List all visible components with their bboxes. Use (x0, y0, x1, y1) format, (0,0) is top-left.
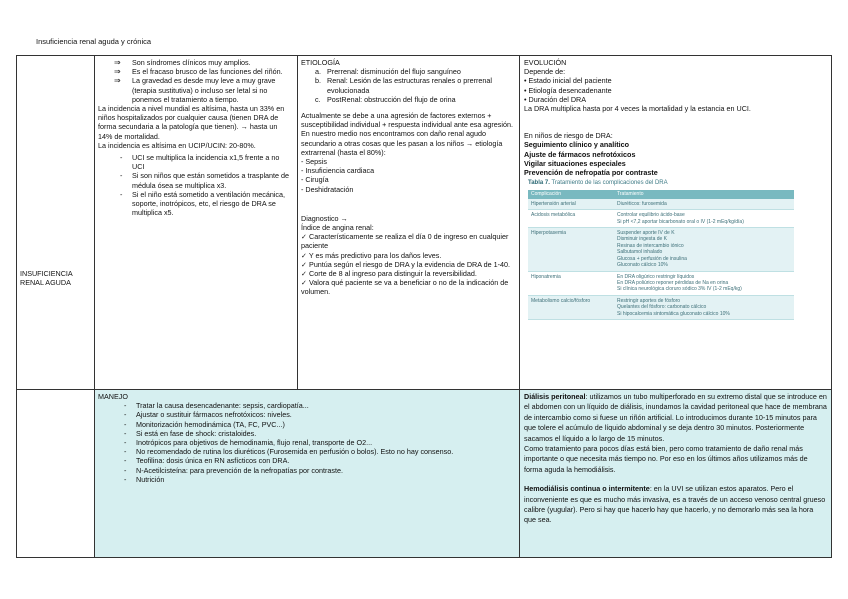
table-header: Tratamiento (614, 190, 794, 198)
table-row: Acidosis metabólica Controlar equilibrio ácido-base Si pH <7,2 aportar bicarbonato oral o IV (1-2 mEq/kg/día) (528, 210, 794, 228)
hemodialysis-text: Hemodiálisis continua o intermitente: en la UVI se utilizan estos aparatos. Pero el inconveniente es que es mucho más invasiva, es a través de un acceso venoso central grueso calibre (yugular). Pero si hay que hacerlo hay que hacerlo, y no demorarlo más sea la hora que sea. (524, 484, 826, 525)
list-item: ✓ Valora qué paciente se va a beneficiar o no de la indicación de volumen. (301, 278, 509, 297)
list-item: ✓ Corte de 8 al ingreso para distinguir la reversibilidad. (301, 269, 477, 279)
ucip-paragraph: La incidencia es altísima en UCIP/UCIN: 20-80%. (98, 140, 256, 150)
diagnosis-heading: Diagnostico → (301, 213, 348, 223)
row-label-cell-bottom (16, 389, 95, 558)
list-item: b. Renal: Lesión de las estructuras renales o prerrenal evolucionada (315, 76, 493, 95)
evolution-cell (519, 55, 832, 390)
list-item: - Insuficiencia cardiaca (301, 166, 375, 176)
etiology-list (301, 67, 515, 104)
table-row: Metabolismo calcio/fósforo Restringir aportes de fósforo Quelantes del fósforo: carbonato cálcico Si hipocalcemia sintomática gluconato cálcico 10% (528, 295, 794, 319)
list-item: - Ajustar o sustituir fármacos nefrotóxicos: niveles. (136, 410, 515, 419)
list-item: - Teofilina: dosis única en RN asfícticos con DRA. (136, 456, 515, 465)
list-item: c. PostRenal: obstrucción del flujo de orina (315, 94, 456, 104)
list-item: - Si el niño está sometido a ventilación mecánica, soporte, inotrópicos, etc, el riesgo de DRA se multiplica x5. (132, 190, 291, 218)
diagnosis-subheading: Índice de angina renal: (301, 223, 374, 233)
mortality-text: La DRA multiplica hasta por 4 veces la mortalidad y la estancia en UCI. (524, 104, 751, 114)
row-label-cell (16, 55, 95, 390)
list-item: - Si está en fase de shock: cristaloides. (136, 429, 515, 438)
list-item: - Si son niños que están sometidos a trasplante de médula ósea se multiplica x3. (132, 171, 291, 189)
management-list (98, 401, 515, 484)
definition-list (98, 58, 291, 104)
list-item: ⇒ Es el fracaso brusco de las funciones del riñón. (132, 67, 291, 76)
list-item: - N-Acetilcisteína: para prevención de la nefropatías por contraste. (136, 466, 515, 475)
list-item: Vigilar situaciones especiales (524, 158, 626, 168)
table-row: Hiperpotasemia Suspender aporte IV de K Disminuir ingesta de K Resinas de intercambio iónico Salbutamol inhalado Glucosa + perfusión de insulina Gluconato cálcico 10% (528, 228, 794, 271)
depends-label: Depende de: (524, 67, 566, 77)
etiology-paragraph: Actualmente se debe a una agresión de factores externos + susceptibilidad individual + respuesta individual ante esa agresión. (301, 111, 513, 130)
complications-table (528, 190, 794, 320)
list-item: - UCI se multiplica la incidencia x1,5 frente a no UCI (132, 153, 291, 171)
list-item: - Monitorización hemodinámica (TA, FC, PVC...) (136, 420, 515, 429)
list-item: ⇒ Son síndromes clínicos muy amplios. (132, 58, 291, 67)
list-item: - No recomendado de rutina los diuréticos (Furosemida en perfusión o bolos). Esto no hay consenso. (136, 447, 515, 456)
list-item: - Deshidratación (301, 184, 354, 194)
etiology-heading: ETIOLOGÍA (301, 58, 340, 67)
list-item: ✓ Puntúa según el riesgo de DRA y la evidencia de DRA de 1-40. (301, 259, 510, 269)
list-item: Prevención de nefropatía por contraste (524, 168, 658, 178)
list-item: Ajuste de fármacos nefrotóxicos (524, 149, 636, 159)
peritoneal-dialysis-text: Diálisis peritoneal: utilizamos un tubo multiperforado en su extremo distal que se introduce en el abdomen con un líquido de diálisis, inundamos la cavidad peritoneal que hace de membrana de intercambio como si fuese un riñón artificial. Lo introducimos durante 10-15 minutos para que tolere el acúmulo de líquido abdominal y se deja dentro 30 minutos. Posteriormente sacamos el líquido a lo largo de 15 minutos. (524, 392, 827, 443)
management-heading: MANEJO (98, 392, 128, 401)
list-item: - Inotrópicos para objetivos de hemodinamia, flujo renal, transporte de O2... (136, 438, 515, 447)
list-item: ✓ Característicamente se realiza el día 0 de ingreso en cualquier paciente (301, 232, 509, 251)
extrarenal-list (301, 157, 515, 194)
extrarenal-paragraph: En nuestro medio nos encontramos con daño renal agudo secundario a otras cosas que les pasan a los niños → etiología extrarrenal (hasta el 80%): (301, 129, 503, 157)
list-item: • Duración del DRA (524, 94, 587, 104)
row-label: INSUFICIENCIA RENAL AGUDA (20, 269, 73, 288)
risk-multiplier-list (98, 153, 291, 217)
list-item: • Estado inicial del paciente (524, 76, 612, 86)
risk-heading: En niños de riesgo de DRA: (524, 131, 613, 141)
list-item: - Tratar la causa desencadenante: sepsis, cardiopatía... (136, 401, 515, 410)
list-item: a. Prerrenal: disminución del flujo sanguíneo (315, 67, 461, 77)
table-row: Hiponatremia En DRA oligúrico restringir líquidos En DRA poliúrico reponer pérdidas de Na en orina Si clínica neurológica cloruro sódico 3% IV (1-2 mEq/kg) (528, 271, 794, 295)
evolution-heading: EVOLUCIÓN (524, 58, 567, 67)
etiology-cell (297, 55, 520, 390)
list-item: ✓ Y es más predictivo para los daños leves. (301, 250, 442, 260)
list-item: • Etiología desencadenante (524, 85, 612, 95)
management-cell (94, 389, 520, 558)
table-header: Complicación (528, 190, 614, 198)
list-item: - Sepsis (301, 157, 327, 167)
page-title: Insuficiencia renal aguda y crónica (36, 37, 152, 46)
incidence-cell (94, 55, 298, 390)
list-item: ⇒ La gravedad es desde muy leve a muy grave (terapia sustitutiva) o incluso ser letal si no ponemos el tratamiento a tiempo. (132, 76, 291, 104)
table-caption: Tabla 7. Tratamiento de las complicaciones del DRA (528, 180, 668, 187)
list-item: - Nutrición (136, 475, 515, 484)
list-item: Seguimiento clínico y analítico (524, 140, 630, 150)
dialysis-duration-text: Como tratamiento para pocos días está bien, pero como tratamiento de daño renal más importante o que necesita más tiempo no. Por eso en los últimos años utilizamos más de forma aguda la hemodiálisis. (524, 444, 808, 474)
diagnosis-checklist (301, 232, 515, 296)
dialysis-cell (519, 389, 832, 558)
incidence-paragraph: La incidencia a nivel mundial es altísima, hasta un 33% en niños hospitalizados por cualquier causa (tienen DRA de forma secundaria a la patología que tienen). → hasta un 14% de mortalidad. (98, 104, 285, 141)
table-row: Hipertensión arterial Diuréticos: furosemida (528, 199, 794, 210)
list-item: - Cirugía (301, 175, 329, 185)
